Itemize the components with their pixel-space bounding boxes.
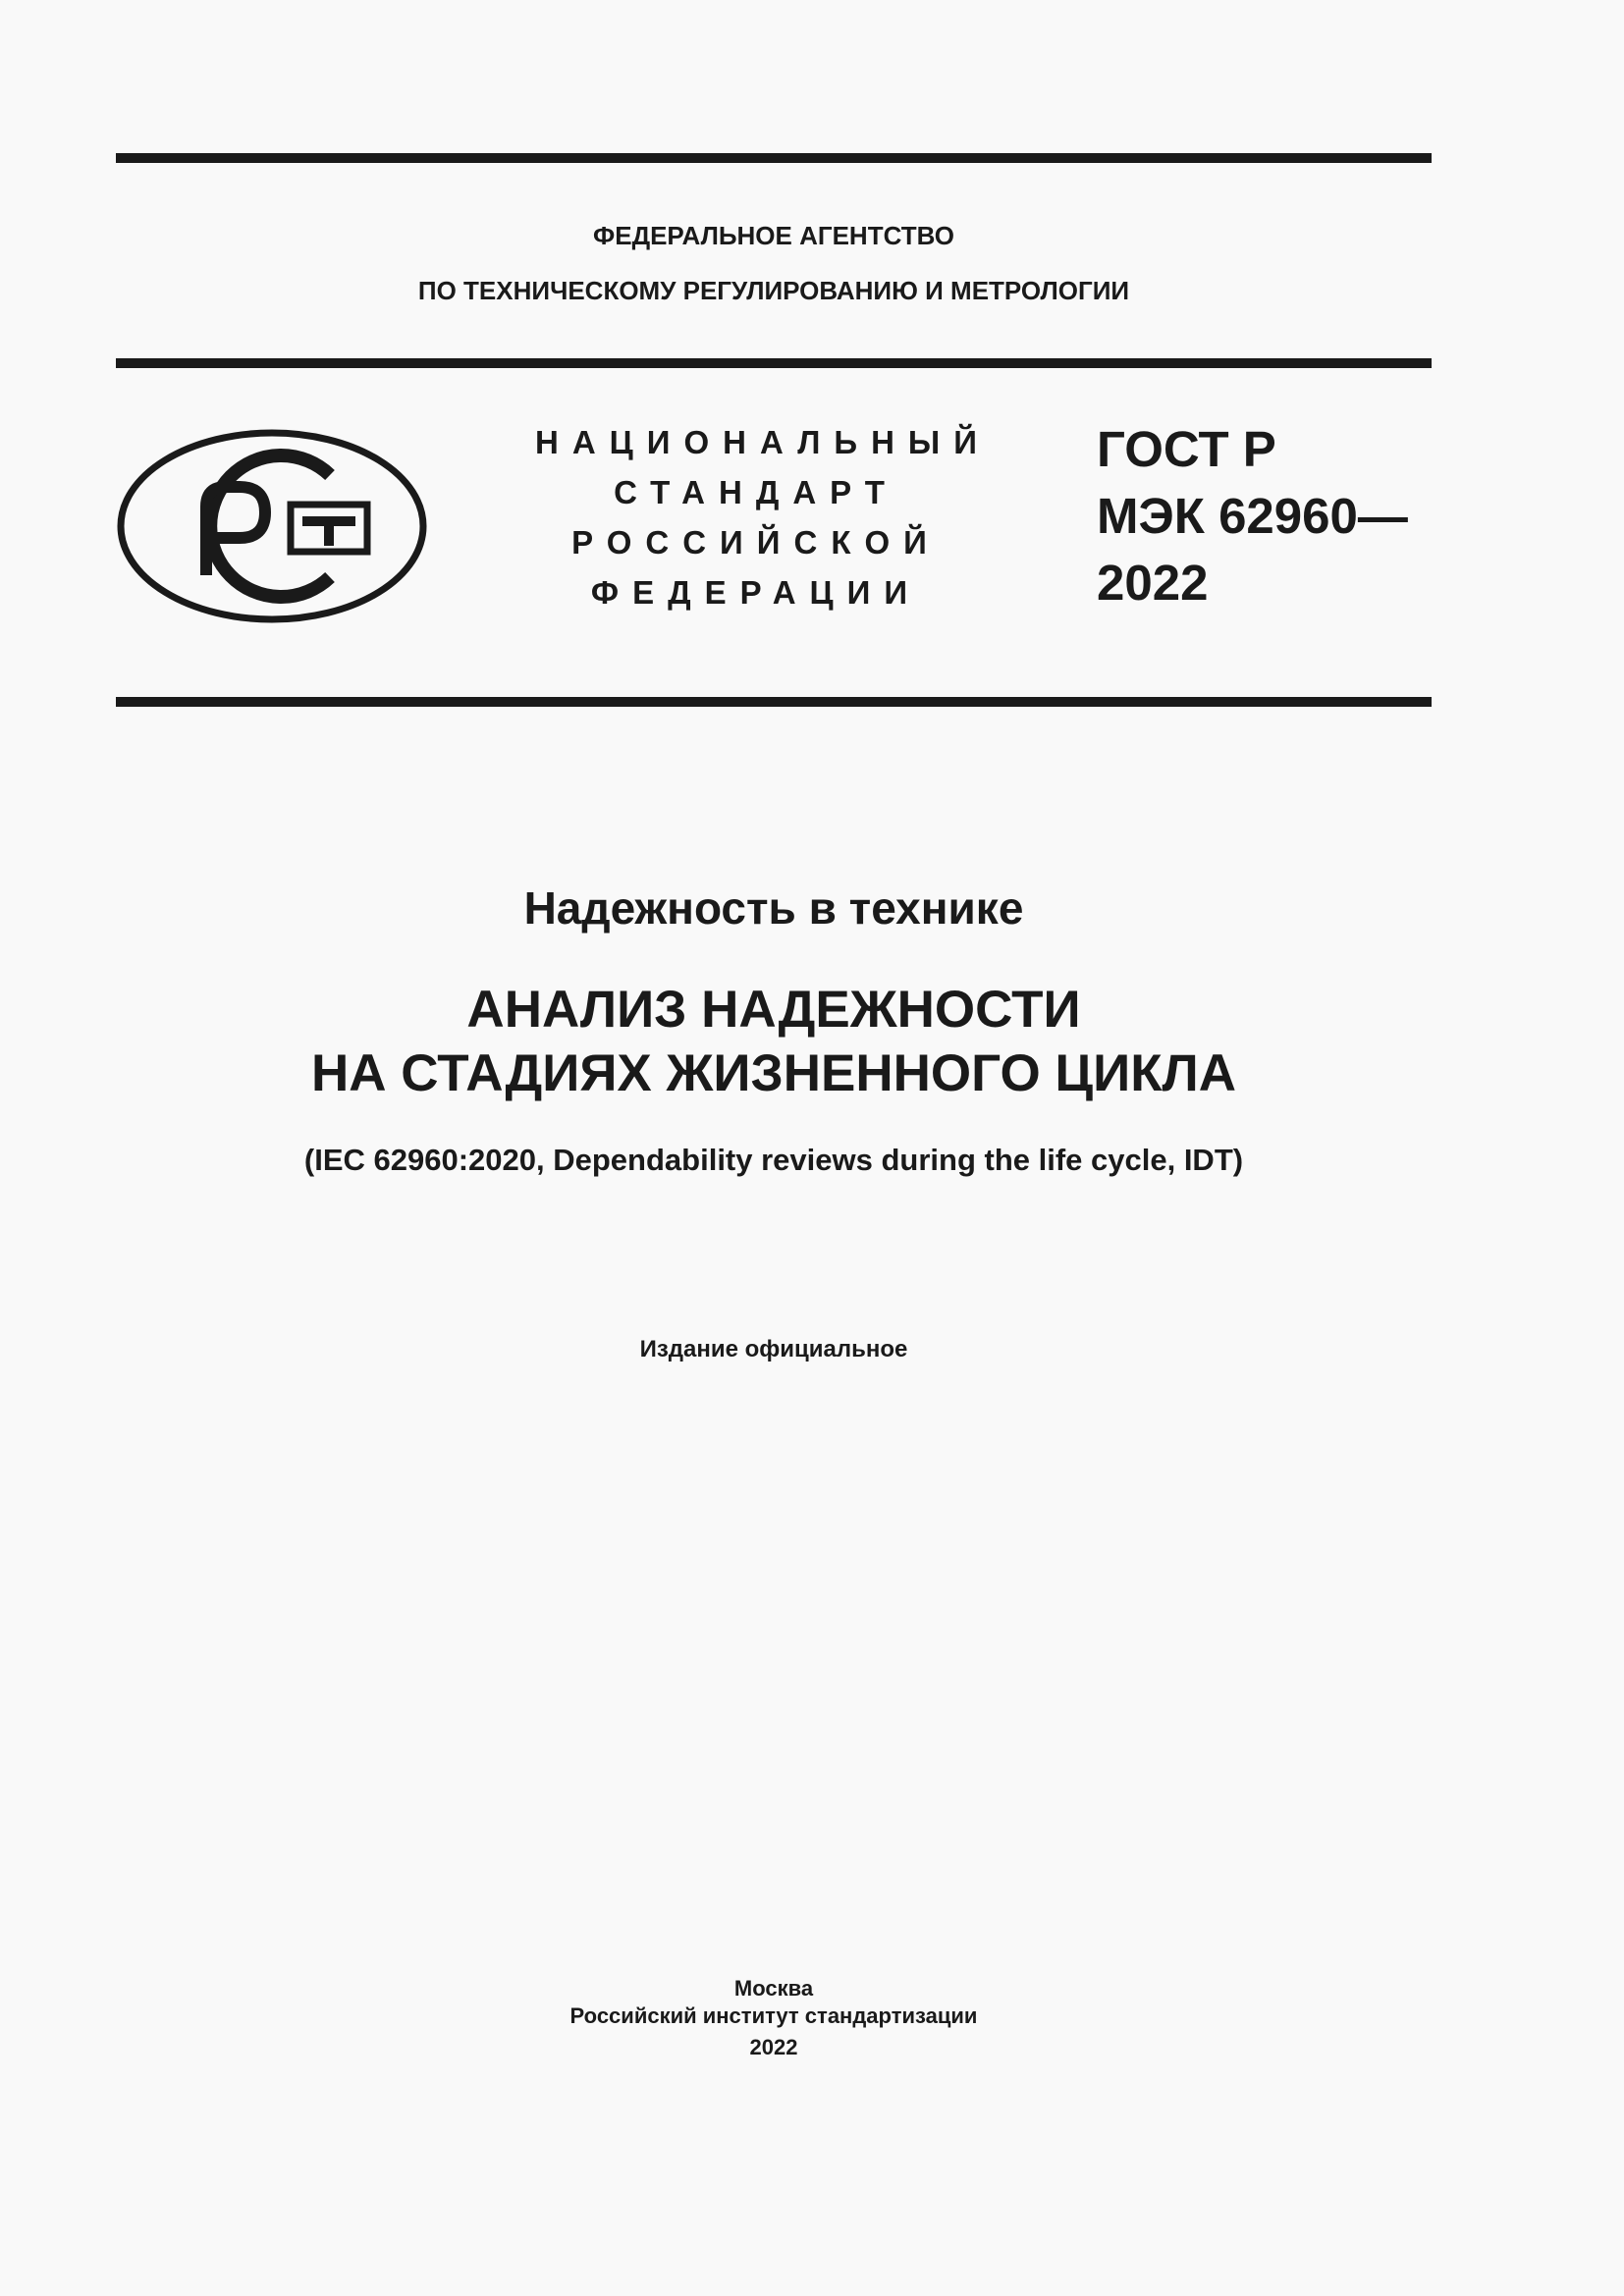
imprint-publisher: Российский институт стандартизации — [569, 2003, 978, 2028]
standard-designation-line3: 2022 — [1097, 555, 1209, 611]
agency-name-line2: ПО ТЕХНИЧЕСКОМУ РЕГУЛИРОВАНИЮ И МЕТРОЛОГИИ — [417, 276, 1130, 305]
national-standard-line2: СТАНДАРТ — [614, 474, 898, 510]
national-standard-line4: ФЕДЕРАЦИИ — [590, 574, 922, 611]
imprint-city: Москва — [733, 1976, 814, 2001]
document-title-line1: АНАЛИЗ НАДЕЖНОСТИ — [466, 981, 1081, 1039]
header-rule — [116, 358, 1432, 368]
middle-rule — [116, 697, 1432, 707]
standard-designation-line1: ГОСТ Р — [1097, 421, 1276, 477]
document-subtitle: Надежность в технике — [523, 882, 1024, 934]
rst-certification-mark-icon — [116, 428, 428, 624]
national-standard-line3: РОССИЙСКОЙ — [571, 524, 941, 561]
iec-reference: (IEC 62960:2020, Dependability reviews during the life cycle, IDT) — [303, 1143, 1244, 1177]
edition-note: Издание официальное — [639, 1336, 908, 1362]
national-standard-line1: НАЦИОНАЛЬНЫЙ — [535, 424, 991, 460]
top-rule — [116, 153, 1432, 163]
document-title-line2: НА СТАДИЯХ ЖИЗНЕННОГО ЦИКЛА — [310, 1044, 1237, 1102]
imprint-year: 2022 — [749, 2035, 798, 2059]
agency-name-line1: ФЕДЕРАЛЬНОЕ АГЕНТСТВО — [593, 221, 954, 250]
standard-designation-line2: МЭК 62960— — [1097, 488, 1408, 544]
